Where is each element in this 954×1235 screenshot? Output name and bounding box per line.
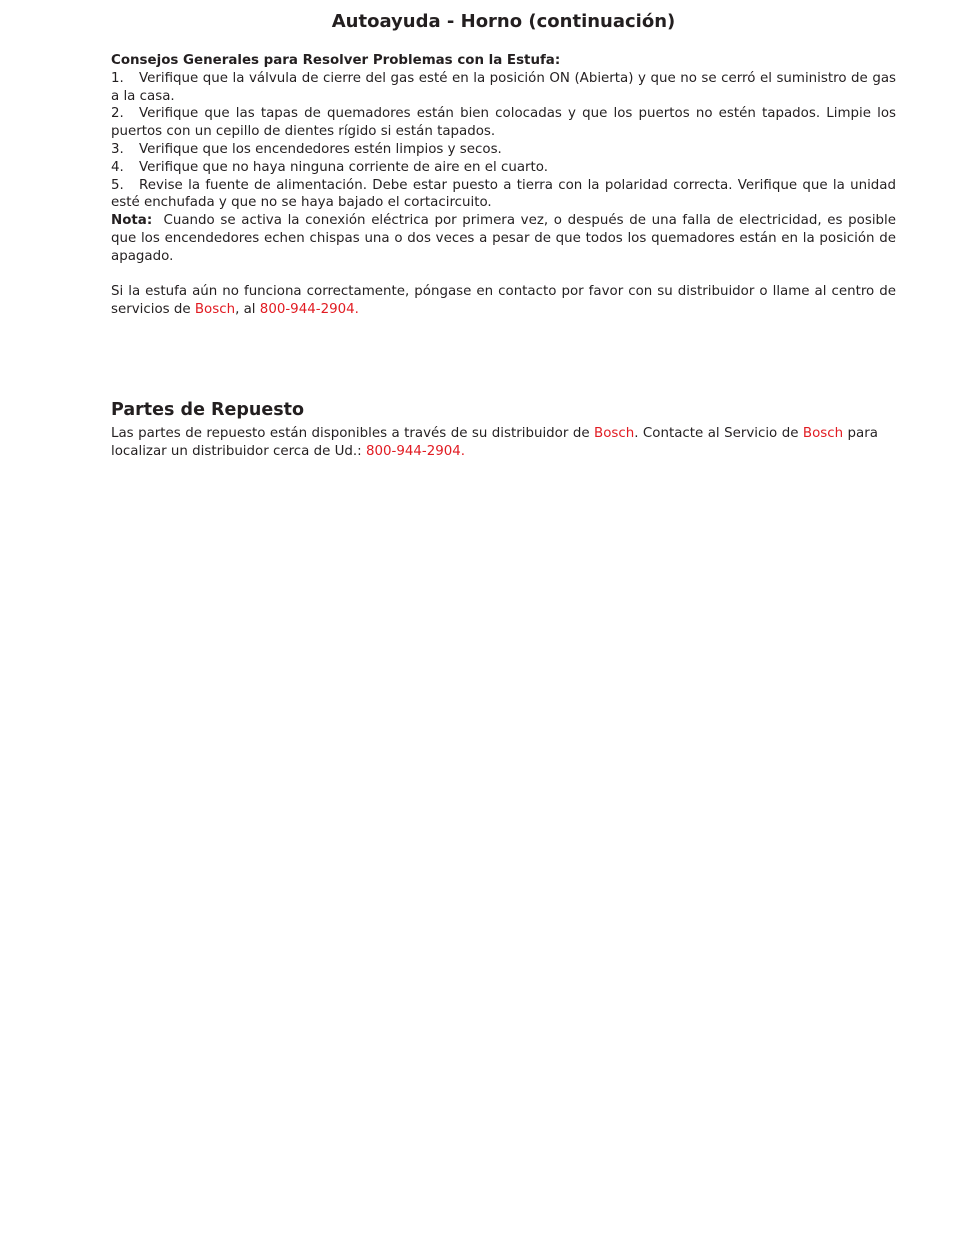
note-text: Cuando se activa la conexión eléctrica por primera vez, o después de una falla de electricidad, es posible que los encendedores echen chispas una o dos veces a pesar de que todos los quemadores están en la posición de apagado.	[111, 213, 896, 264]
parts-text: para localizar un distribuidor cerca de Ud.:	[111, 426, 878, 459]
tip-number: 1.	[111, 70, 124, 86]
tip-item	[111, 141, 896, 159]
tip-text: Verifique que la válvula de cierre del gas esté en la posición ON (Abierta) y que no se cerró el suministro de gas a la casa.	[111, 70, 896, 104]
tips-heading: Consejos Generales para Resolver Problemas con la Estufa:	[111, 53, 561, 68]
brand-name: Bosch	[594, 426, 635, 441]
parts-section	[111, 425, 878, 461]
note-label: Nota:	[111, 213, 153, 229]
brand-name: Bosch	[194, 302, 236, 318]
tip-item	[111, 70, 896, 106]
parts-section-title: Partes de Repuesto	[111, 400, 305, 420]
contact-text: Si la estufa aún no funciona correctamente, póngase en contacto por favor con su distribuidor o llame al centro de servicios de	[111, 284, 896, 318]
tip-item	[111, 177, 896, 213]
tip-number: 2.	[111, 106, 124, 122]
tip-number: 4.	[111, 159, 124, 175]
note-paragraph	[111, 212, 896, 265]
phone-number: 800-944-2904.	[259, 302, 359, 318]
tip-text: Verifique que las tapas de quemadores están bien colocadas y que los puertos no estén tapados. Limpie los puertos con un cepillo de dientes rígido si están tapados.	[111, 106, 896, 140]
troubleshooting-tips	[111, 52, 896, 319]
tip-item	[111, 105, 896, 141]
contact-text: , al	[235, 302, 260, 318]
brand-name: Bosch	[802, 426, 844, 441]
tip-item	[111, 159, 896, 177]
tip-number: 5.	[111, 177, 124, 193]
page-title: Autoayuda - Horno (continuación)	[331, 11, 676, 32]
tip-text: Verifique que los encendedores estén limpios y secos.	[139, 141, 502, 157]
tip-text: Revise la fuente de alimentación. Debe estar puesto a tierra con la polaridad correcta. Verifique que la unidad esté enchufada y que no se haya bajado el cortacircuito.	[111, 177, 896, 211]
tip-number: 3.	[111, 141, 124, 157]
contact-paragraph	[111, 283, 896, 319]
tip-text: Verifique que no haya ninguna corriente de aire en el cuarto.	[139, 159, 548, 175]
parts-text: Las partes de repuesto están disponibles a través de su distribuidor de	[111, 426, 595, 441]
parts-paragraph	[111, 425, 878, 461]
paragraph-spacer	[111, 266, 896, 284]
parts-text: . Contacte al Servicio de	[634, 426, 803, 441]
phone-number: 800-944-2904.	[365, 443, 466, 459]
